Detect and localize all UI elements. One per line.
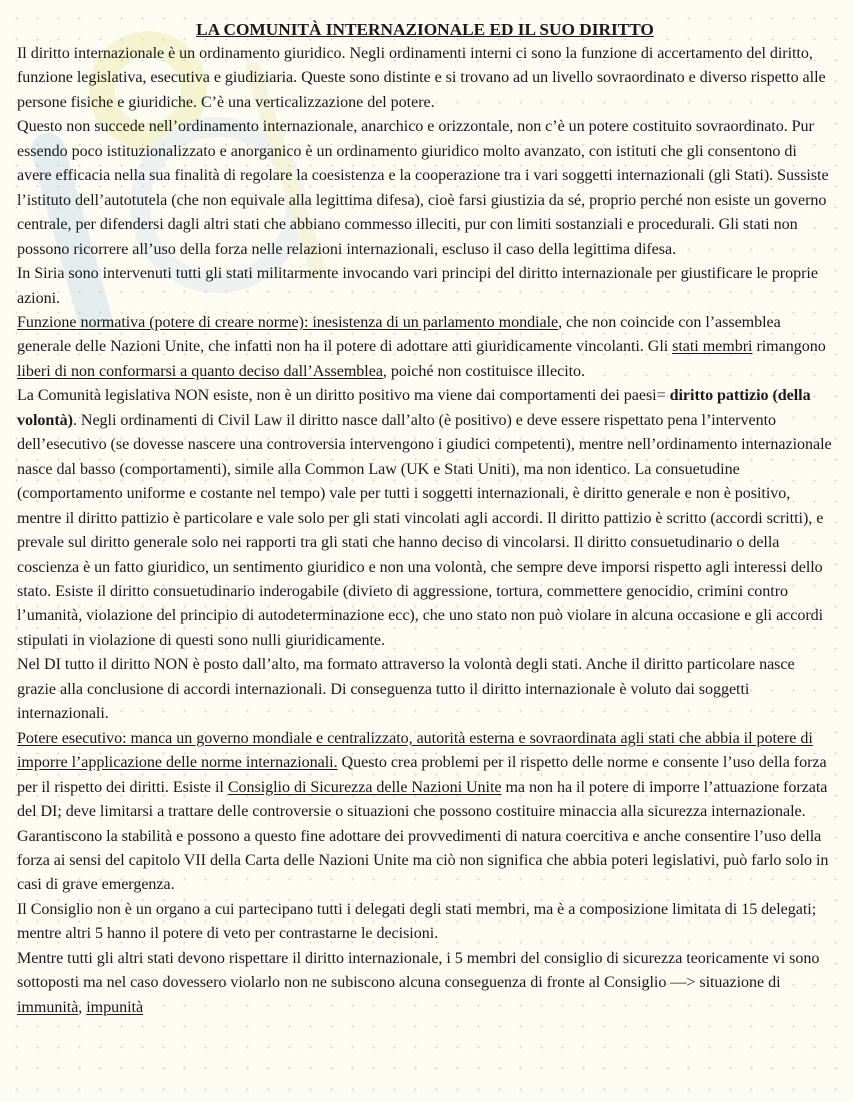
paragraph-immunity: Mentre tutti gli altri stati devono rispettare il diritto internazionale, i 5 membri del consiglio di sicurezza teoricamente vi sono sottoposti ma nel caso dovessero violarlo non ne subiscono alcuna conseguenza di fronte al Consiglio —> situazione di immunità, impunità	[17, 949, 820, 1016]
bold-pact-law: diritto pattizio (della volontà)	[17, 387, 811, 429]
underline-member-states: stati membri	[672, 338, 753, 356]
paragraph-council-composition: Il Consiglio non è un organo a cui partecipano tutti i delegati degli stati membri, ma è a composizione limitata di 15 delegati; mentre altri 5 hanno il potere di veto per contrastarne le decisioni.	[17, 900, 817, 943]
page-title: LA COMUNITÀ INTERNAZIONALE ED IL SUO DIRITTO	[196, 20, 654, 39]
document-page	[17, 18, 833, 1020]
heading-normative-function: Funzione normativa (potere di creare norme): inesistenza di un parlamento mondiale	[17, 313, 559, 331]
paragraph-will-of-states: Nel DI tutto il diritto NON è posto dall’alto, ma formato attraverso la volontà degli stati. Anche il diritto particolare nasce grazie alla conclusione di accordi internazionali. Di conseguenza tutto il diritto internazionale è voluto dai soggetti internazionali.	[17, 656, 795, 723]
paragraph-legislative-community: La Comunità legislativa NON esiste, non è un diritto positivo ma viene dai comportamenti dei paesi= diritto pattizio (della volontà). Negli ordinamenti di Civil Law il diritto nasce dall’alto (è positivo) e deve essere rispettato pena l’intervento dell’esecutivo (se dovesse nascere una controversia intervengono i giudici competenti), mentre nell’ordinamento internazionale nasce dal basso (comportamenti), simile alla Common Law (UK e Stati Uniti), ma non identico. La consuetudine (comportamento uniforme e costante nel tempo) vale per tutti i soggetti internazionali, è diritto generale e non è positivo, mentre il diritto pattizio è particolare e vale solo per gli stati vincolati agli accordi. Il diritto pattizio è scritto (accordi scritti), e prevale sul diritto generale solo nei rapporti tra gli stati che hanno deciso di vincolarsi. Il diritto consuetudinario o della coscienza è un fatto giuridico, un sentimento giuridico e non una volontà, che sempre deve imporsi rispetto agli interessi dello stato. Esiste il diritto consuetudinario inderogabile (divieto di aggressione, tortura, commettere genocidio, crimini contro l’umanità, violazione del principio di autodeterminazione ecc), che uno stato non può violare in alcuna occasione e gli accordi stipulati in violazione di questi sono nulli giuridicamente.	[17, 387, 832, 649]
paragraph-international-order: Questo non succede nell’ordinamento internazionale, anarchico e orizzontale, non c’è un potere costituito sovraordinato. Pur essendo poco istituzionalizzato e anorganico è un ordinamento giuridico molto avanzato, con istituti che gli consentono di avere efficacia nella sua finalità di regolare la coesistenza e la cooperazione tra i vari soggetti internazionali (gli Stati). Sussiste l’istituto dell’autotutela (che non equivale alla legittima difesa), cioè farsi giustizia da sé, proprio perché non esiste un governo centrale, per difendersi dagli altri stati che abbiano commesso illeciti, pur con limiti sostanziali e procedurali. Gli stati non possono ricorrere all’uso della forza nelle relazioni internazionali, escluso il caso della legittima difesa.	[17, 118, 829, 258]
paragraph-intro: Il diritto internazionale è un ordinamento giuridico. Negli ordinamenti interni ci sono la funzione di accertamento del diritto, funzione legislativa, esecutiva e giudiziaria. Queste sono distinte e si trovano ad un livello sovraordinato e diverso rispetto alle persone fisiche e giuridiche. C’è una verticalizzazione del potere.	[17, 45, 826, 111]
underline-immunity: immunità	[17, 998, 79, 1016]
underline-free-not-conform: liberi di non conformarsi a quanto deciso dall’Assemblea	[17, 362, 383, 380]
paragraph-executive-power: Potere esecutivo: manca un governo mondiale e centralizzato, autorità esterna e sovraordinata agli stati che abbia il potere di imporre l’applicazione delle norme internazionali. Questo crea problemi per il rispetto delle norme e consente l’uso della forza per il rispetto dei diritti. Esiste il Consiglio di Sicurezza delle Nazioni Unite ma non ha il potere di imporre l’attuazione forzata del DI; deve limitarsi a trattare delle controversie o situazioni che possono costituire minaccia alla sicurezza internazionale. Garantiscono la stabilità e possono a questo fine adottare dei provvedimenti di natura coercitiva e anche consentire l’uso della forza ai sensi del capitolo VII della Carta delle Nazioni Unite ma ciò non significa che abbia poteri legislativi, può farlo solo in casi di grave emergenza.	[17, 729, 829, 894]
heading-executive-power: Potere esecutivo: manca un governo mondiale e centralizzato, autorità esterna e sovraordinata agli stati che abbia il potere di imporre l’applicazione delle norme internazionali.	[17, 729, 813, 772]
underline-security-council: Consiglio di Sicurezza delle Nazioni Unite	[227, 778, 502, 796]
paragraph-syria: In Siria sono intervenuti tutti gli stati militarmente invocando vari principi del diritto internazionale per giustificare le proprie azioni.	[17, 265, 818, 307]
underline-impunity: impunità	[86, 998, 144, 1016]
paragraph-normative-function: Funzione normativa (potere di creare norme): inesistenza di un parlamento mondiale, che non coincide con l’assemblea generale delle Nazioni Unite, che infatti non ha il potere di adottare atti giuridicamente vincolanti. Gli stati membri rimangono liberi di non conformarsi a quanto deciso dall’Assemblea, poiché non costituisce illecito.	[17, 313, 826, 380]
